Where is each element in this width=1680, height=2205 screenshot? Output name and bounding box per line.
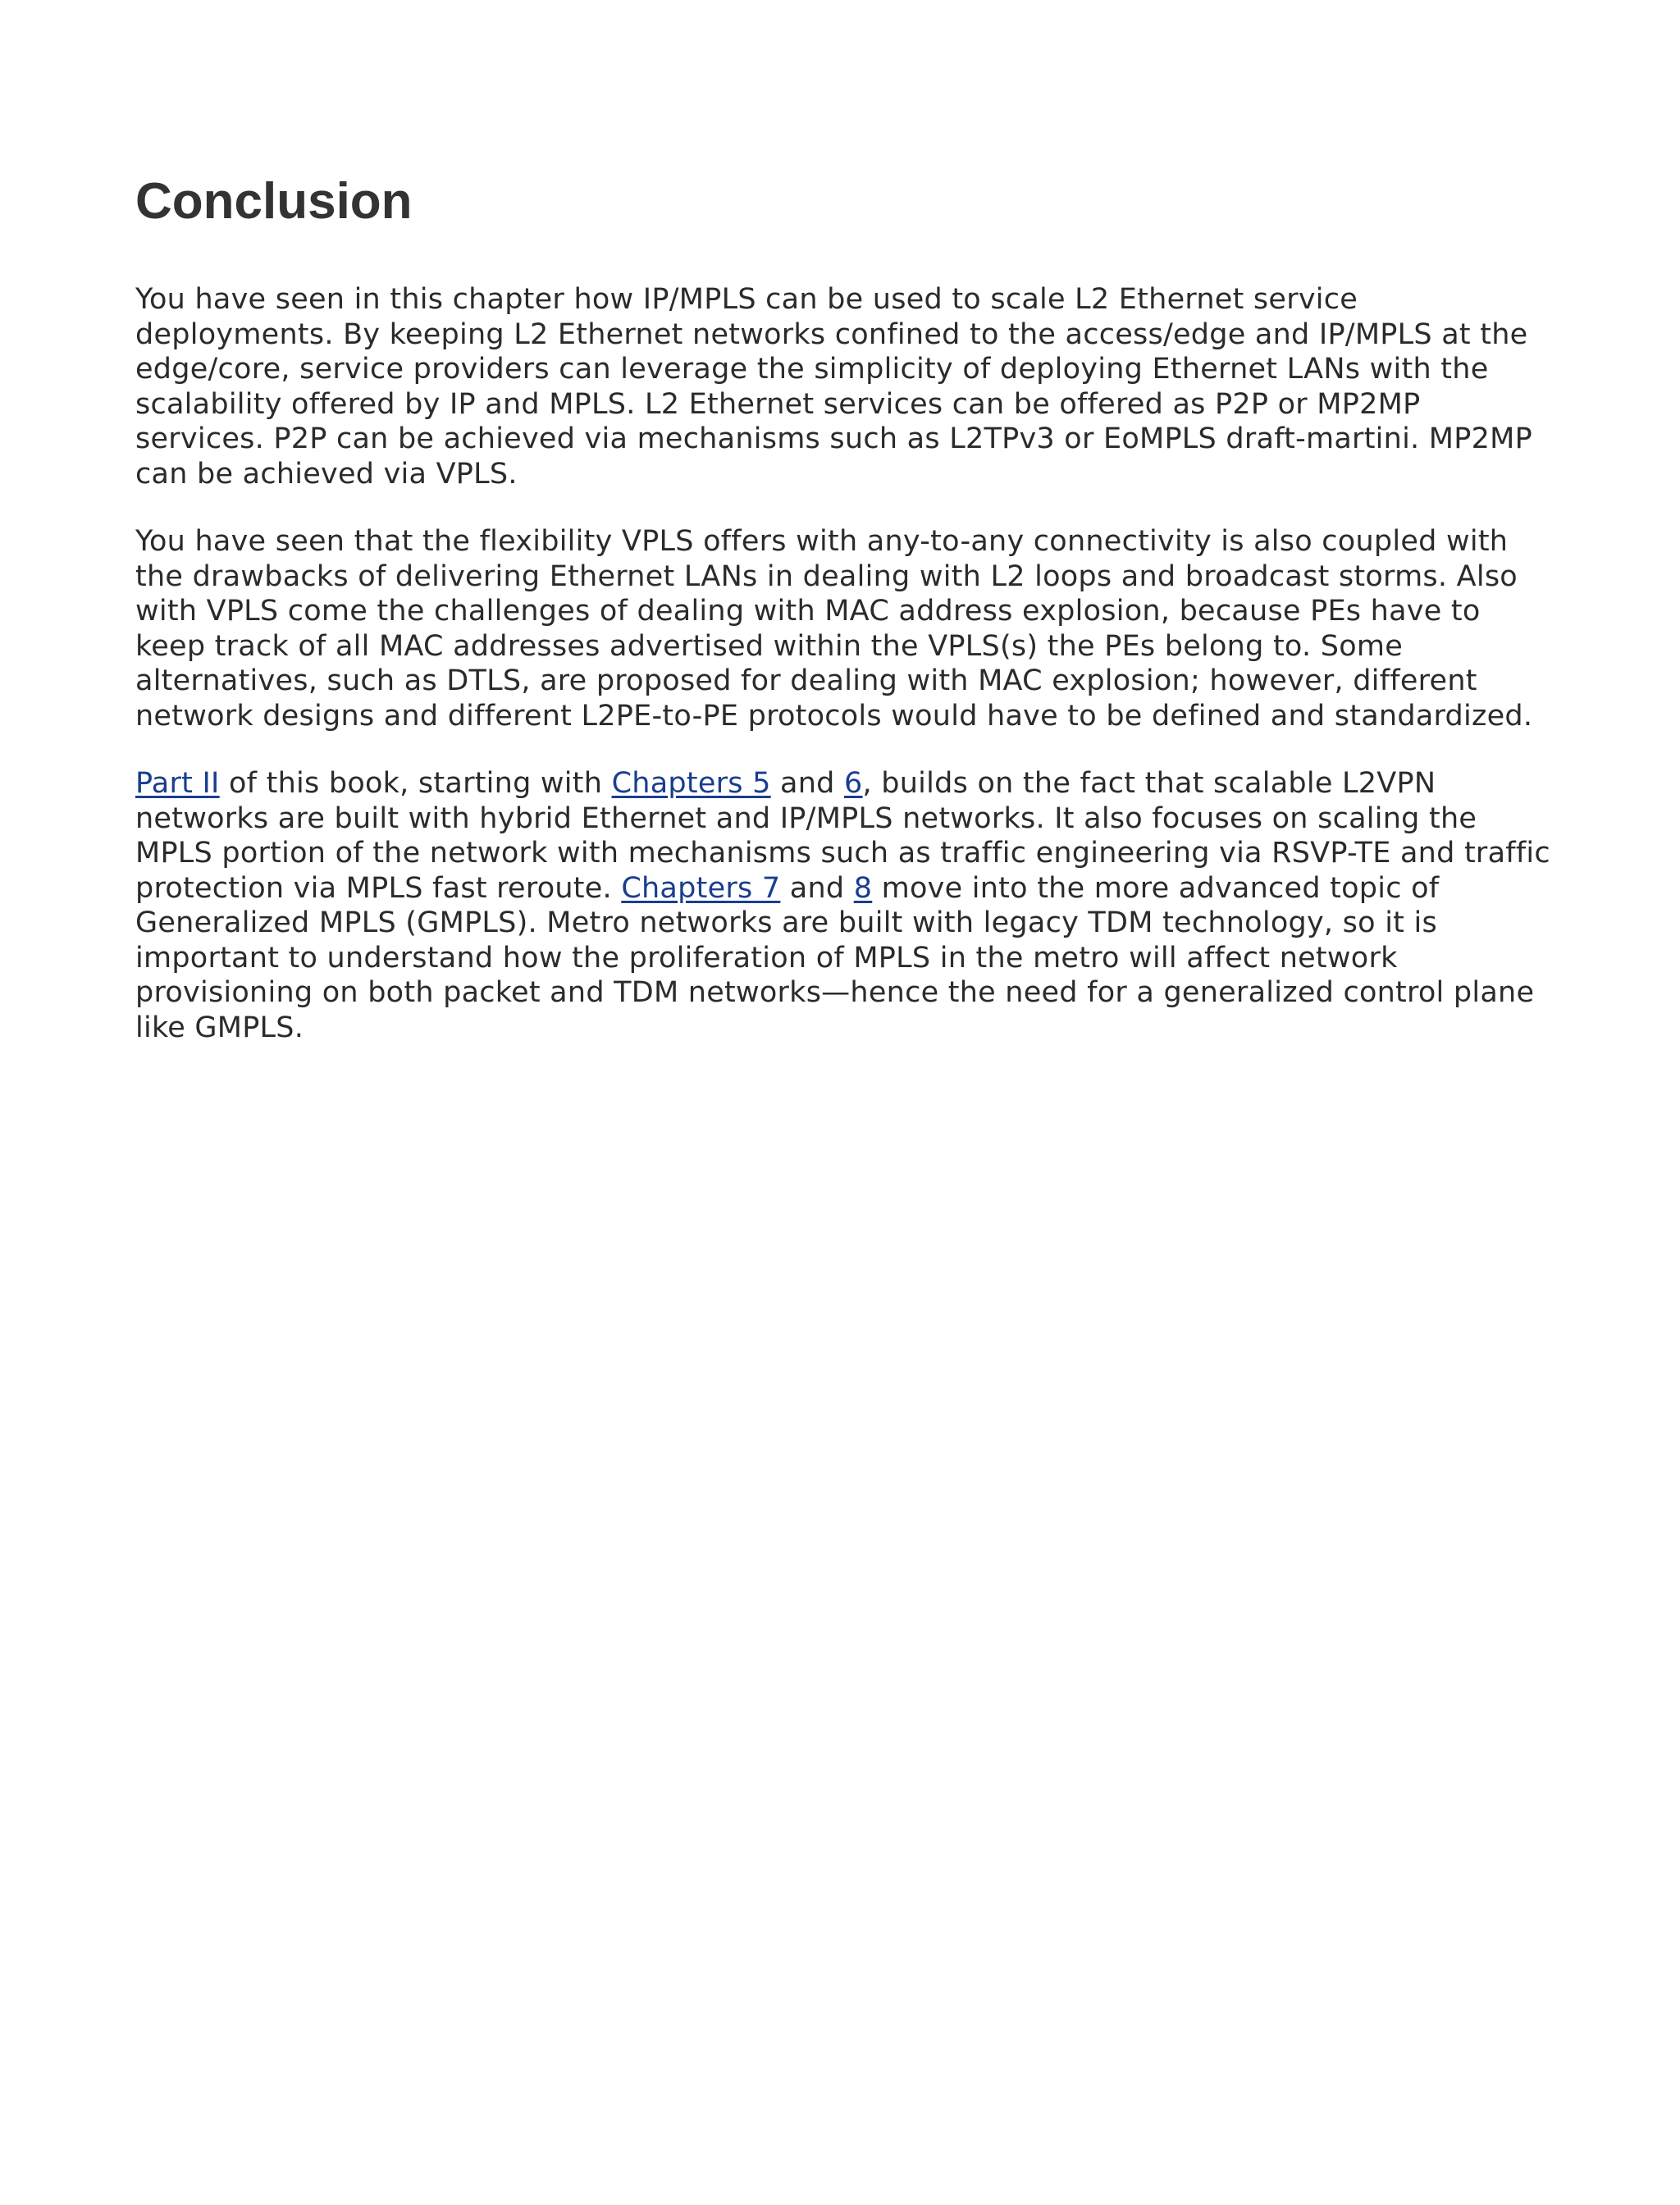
paragraph-2: You have seen that the flexibility VPLS offers with any-to-any connectivity is also coupled with the drawbacks of delivering Ethernet LANs in dealing with L2 loops and broadcast storms. Also with VPLS come the challenges of dealing with MAC address explosion, because PEs have to keep track of all MAC addresses advertised within the VPLS(s) the PEs belong to. Some alternatives, such as DTLS, are proposed for dealing with MAC explosion; however, different network designs and different L2PE-to-PE protocols would have to be defined and standardized. xyxy=(135,525,1533,733)
paragraph-3-text-5: move into the more advanced topic of Generalized MPLS (GMPLS). Metro networks are built with legacy TDM technology, so it is important to understand how the proliferation of MPLS in the metro will affect network provisioning on both packet and TDM networks—hence the need for a generalized control plane like GMPLS. xyxy=(135,871,1535,1044)
page-content xyxy=(135,169,1554,1078)
link-chapter-7[interactable]: Chapters 7 xyxy=(621,871,781,905)
paragraph-3-text-1: of this book, starting with xyxy=(219,767,612,800)
paragraph-3 xyxy=(135,766,1554,1045)
link-chapter-5[interactable]: Chapters 5 xyxy=(611,767,771,800)
paragraph-3-text-4: and xyxy=(780,871,854,905)
link-chapter-6[interactable]: 6 xyxy=(844,767,863,800)
paragraph-1: You have seen in this chapter how IP/MPLS can be used to scale L2 Ethernet service deployments. By keeping L2 Ethernet networks confined to the access/edge and IP/MPLS at the edge/core, service providers can leverage the simplicity of deploying Ethernet LANs with the scalability offered by IP and MPLS. L2 Ethernet services can be offered as P2P or MP2MP services. P2P can be achieved via mechanisms such as L2TPv3 or EoMPLS draft-martini. MP2MP can be achieved via VPLS. xyxy=(135,283,1532,491)
page-title: Conclusion xyxy=(135,173,413,230)
link-part-ii[interactable]: Part II xyxy=(135,767,220,800)
link-chapter-8[interactable]: 8 xyxy=(853,871,873,905)
paragraph-3-text-3: , builds on the fact that scalable L2VPN networks are built with hybrid Ethernet and IP/MPLS networks. It also focuses on scaling the MPLS portion of the network with mechanisms such as traffic engineering via RSVP-TE and traffic protection via MPLS fast reroute. xyxy=(135,767,1550,905)
paragraph-3-text-2: and xyxy=(770,767,844,800)
